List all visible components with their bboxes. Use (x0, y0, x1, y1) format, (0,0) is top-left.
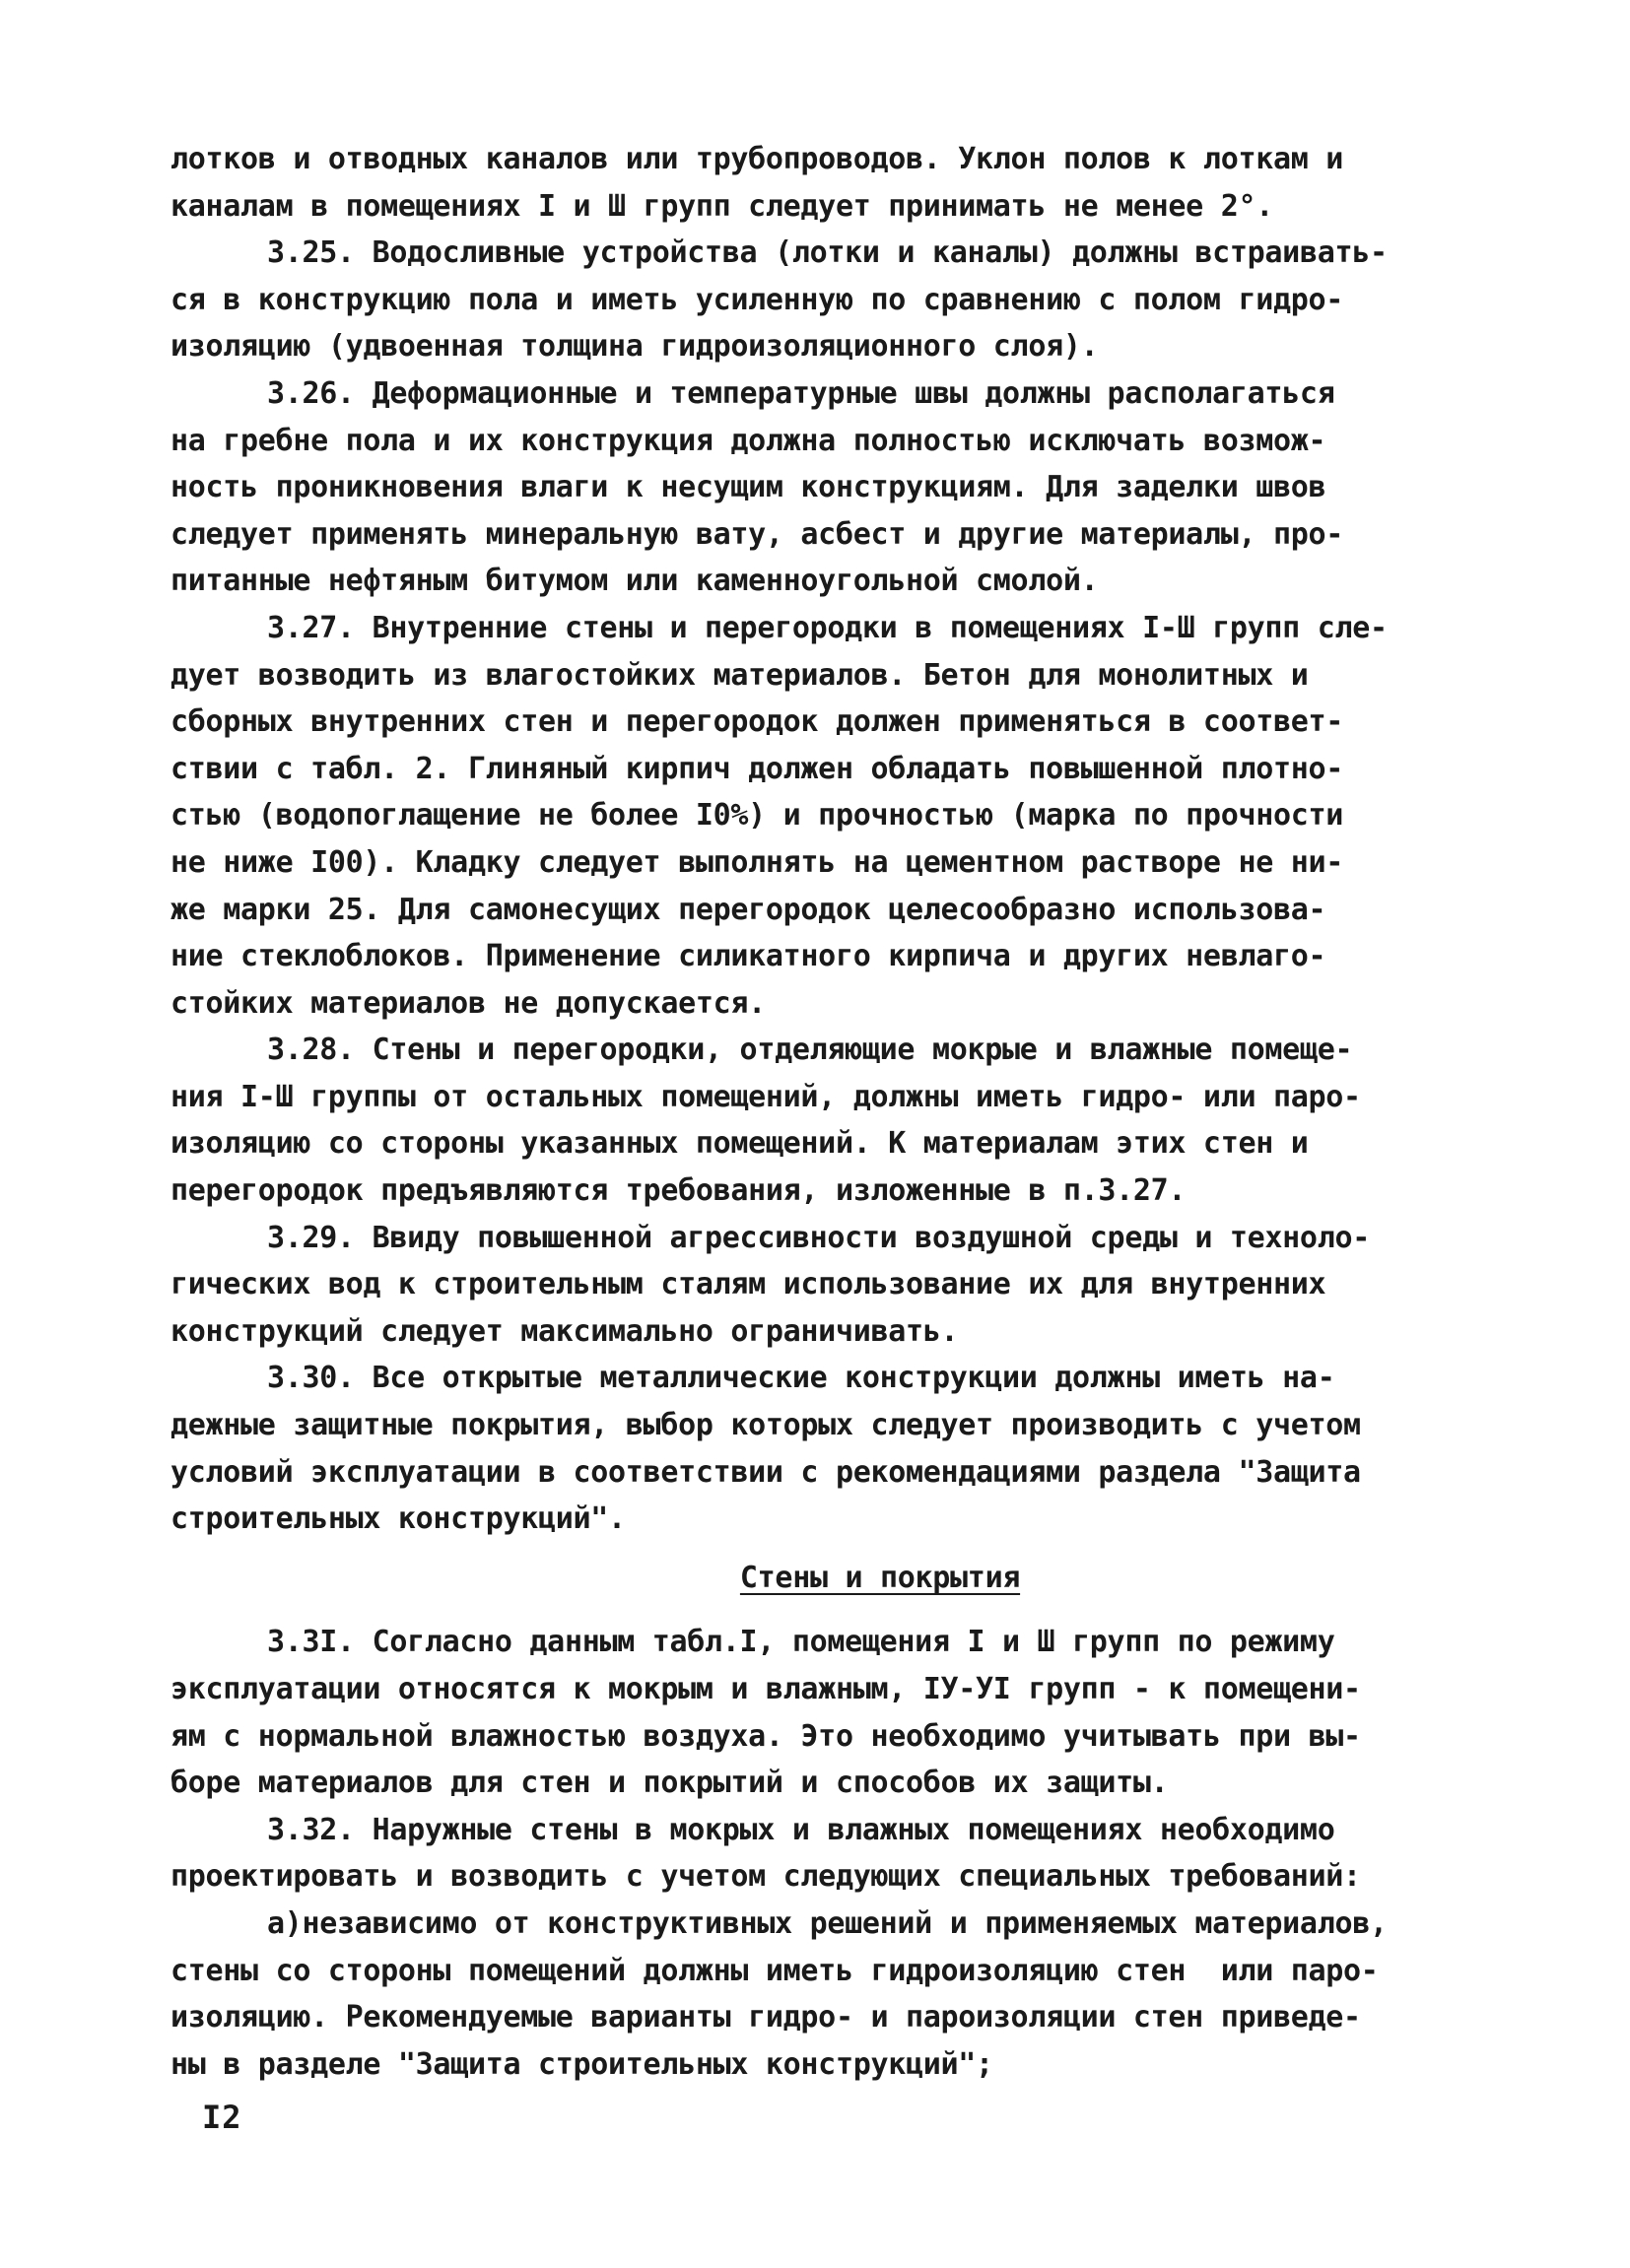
page-number: I2 (202, 2099, 242, 2136)
text-line: 3.32. Наружные стены в мокрых и влажных помещениях необходимо (267, 1812, 1335, 1847)
document-body (170, 136, 1471, 2088)
text-line: ствии с табл. 2. Глиняный кирпич должен обладать повышенной плотно- (170, 751, 1344, 786)
text-line: перегородок предъявляются требования, изложенные в п.3.27. (170, 1173, 1187, 1209)
text-line: 3.3I. Согласно данным табл.I, помещения I и Ш групп по режиму (267, 1625, 1335, 1660)
text-line: каналам в помещениях I и Ш групп следует принимать не менее 2°. (170, 188, 1273, 224)
text-line: изоляцию со стороны указанных помещений. К материалам этих стен и (170, 1126, 1309, 1162)
text-line: 3.30. Все открытые металлические конструкции должны иметь на- (267, 1361, 1335, 1396)
text-line: 3.28. Стены и перегородки, отделяющие мокрые и влажные помеще- (267, 1033, 1353, 1068)
text-line: стью (водопоглащение не более I0%) и прочностью (марка по прочности (170, 798, 1344, 834)
section-heading (170, 1555, 1471, 1602)
text-line: сборных внутренних стен и перегородок должен применяться в соответ- (170, 704, 1344, 740)
text-line: дует возводить из влагостойких материалов. Бетон для монолитных и (170, 657, 1309, 693)
text-line: строительных конструкций". (170, 1501, 626, 1537)
text-line: ны в разделе "Защита строительных конструкций"; (170, 2046, 993, 2082)
text-line: проектировать и возводить с учетом следующих специальных требований: (170, 1859, 1361, 1895)
text-line: 3.27. Внутренние стены и перегородки в помещениях I-Ш групп сле- (267, 610, 1388, 645)
text-line: стойких материалов не допускается. (170, 985, 766, 1021)
text-line: ся в конструкцию пола и иметь усиленную по сравнению с полом гидро- (170, 282, 1344, 317)
text-line: изоляцию. Рекомендуемые варианты гидро- и пароизоляции стен приведе- (170, 2000, 1361, 2035)
text-line: конструкций следует максимально ограничивать. (170, 1313, 959, 1349)
text-line: следует применять минеральную вату, асбест и другие материалы, про- (170, 516, 1344, 552)
text-line: ность проникновения влаги к несущим конструкциям. Для заделки швов (170, 470, 1326, 505)
text-line: условий эксплуатации в соответствии с рекомендациями раздела "Защита (170, 1454, 1361, 1490)
text-line: а)независимо от конструктивных решений и применяемых материалов, (267, 1905, 1388, 1941)
text-line: ния I-Ш группы от остальных помещений, должны иметь гидро- или паро- (170, 1079, 1361, 1114)
text-line: стены со стороны помещений должны иметь гидроизоляцию стен или паро- (170, 1953, 1379, 1988)
text-line: эксплуатации относятся к мокрым и влажным, IУ-УI групп - к помещени- (170, 1672, 1361, 1706)
text-line: же марки 25. Для самонесущих перегородок целесообразно использова- (170, 892, 1326, 927)
text-line: изоляцию (удвоенная толщина гидроизоляционного слоя). (170, 329, 1099, 365)
text-line: дежные защитные покрытия, выбор которых следует производить с учетом (170, 1408, 1361, 1443)
text-line: ям с нормальной влажностью воздуха. Это необходимо учитывать при вы- (170, 1718, 1361, 1754)
text-line: 3.29. Ввиду повышенной агрессивности воздушной среды и техноло- (267, 1220, 1370, 1255)
text-line: 3.25. Водосливные устройства (лотки и каналы) должны встраивать- (267, 235, 1388, 271)
text-line: боре материалов для стен и покрытий и способов их защиты. (170, 1766, 1169, 1801)
text-line: ние стеклоблоков. Применение силикатного кирпича и других невлаго- (170, 939, 1326, 974)
section-heading-text: Стены и покрытия (739, 1560, 1021, 1595)
text-line: гических вод к строительным сталям использование их для внутренних (170, 1267, 1326, 1302)
text-block-before-heading (170, 136, 1471, 1543)
text-line: питанные нефтяным битумом или каменноугольной смолой. (170, 564, 1099, 599)
text-line: не ниже I00). Кладку следует выполнять на цементном растворе не ни- (170, 844, 1344, 880)
text-line: лотков и отводных каналов или трубопроводов. Уклон полов к лоткам и (170, 142, 1344, 176)
text-line: на гребне пола и их конструкция должна полностью исключать возмож- (170, 423, 1326, 458)
text-line: 3.26. Деформационные и температурные швы должны располагаться (267, 375, 1335, 411)
text-block-after-heading (170, 1619, 1471, 2088)
